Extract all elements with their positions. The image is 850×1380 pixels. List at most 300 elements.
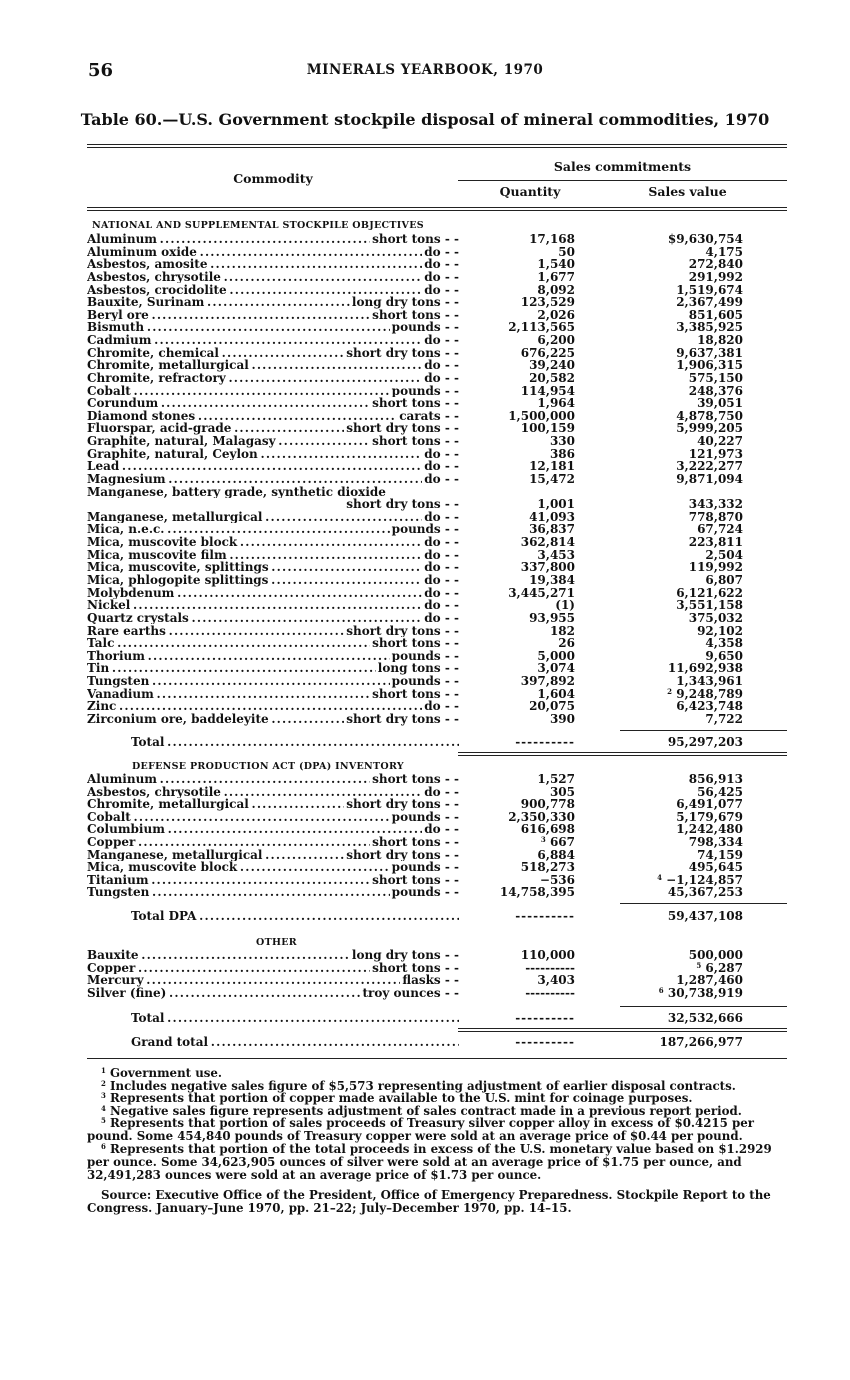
quantity-value: 1,964 xyxy=(537,396,575,411)
unit-cell: long dry tons - - xyxy=(351,295,459,310)
unit-cell: short dry tons - - xyxy=(346,797,459,812)
commodity-name: Aluminum xyxy=(87,773,157,786)
total-quantity: ---------- xyxy=(515,909,575,923)
unit-cell: short tons - - xyxy=(372,835,459,849)
sales-value: 575,150 xyxy=(688,370,743,385)
commodity-name: Rare earths xyxy=(87,624,166,638)
sales-value: 3,385,925 xyxy=(676,320,743,335)
sales-value: 9,871,094 xyxy=(676,471,743,486)
leader-dots xyxy=(174,587,459,600)
quantity-value: ---------- xyxy=(525,985,575,1000)
total-quantity: ---------- xyxy=(515,1035,575,1049)
commodity-cell xyxy=(87,473,459,486)
quantity-value: 100,159 xyxy=(520,421,575,436)
footnote-mark: 6 xyxy=(101,1142,106,1151)
commodity-name: Graphite, natural, Ceylon xyxy=(87,447,258,461)
footnote-mark: 4 xyxy=(101,1104,106,1113)
unit-cell: short tons - - xyxy=(372,307,459,322)
quantity-value: 123,529 xyxy=(520,295,575,310)
commodity-name: Mica, muscovite block xyxy=(87,536,238,549)
unit-cell: pounds - - xyxy=(391,383,459,398)
table-row xyxy=(87,700,787,713)
quantity-value: 2,350,330 xyxy=(508,809,575,824)
sales-value: 1,906,315 xyxy=(676,358,743,373)
sales-value: 851,605 xyxy=(688,307,743,322)
quantity-value: 50 xyxy=(558,244,575,259)
total-label: Total xyxy=(131,736,165,749)
sales-value: 18,820 xyxy=(697,333,743,348)
quantity-value: 39,240 xyxy=(529,358,575,373)
quantity-value: 114,954 xyxy=(520,383,575,398)
commodity-name: Manganese, battery grade, synthetic dioxide xyxy=(87,485,386,499)
sales-value: 291,992 xyxy=(688,269,743,284)
total-label-cell xyxy=(131,910,459,923)
table-row xyxy=(87,498,787,511)
sales-value: 119,992 xyxy=(688,560,743,575)
quantity-value: 518,273 xyxy=(520,860,575,875)
total-value: 187,266,977 xyxy=(659,1035,743,1049)
commodity-cell xyxy=(87,359,459,372)
unit-cell: do - - xyxy=(424,509,459,524)
sales-value: 375,032 xyxy=(688,610,743,625)
total-row xyxy=(131,910,787,923)
unit-cell: do - - xyxy=(424,282,459,297)
quantity-value: 20,582 xyxy=(529,370,575,385)
unit-cell: pounds - - xyxy=(391,674,459,689)
sales-value: 248,376 xyxy=(688,383,743,398)
commodity-name: Tin xyxy=(87,662,110,675)
footnote-text: Represents that portion of copper made available to the U.S. mint for coinage purposes. xyxy=(109,1091,693,1105)
unit-cell: short tons - - xyxy=(372,232,459,246)
commodity-name: Chromite, refractory xyxy=(87,371,226,385)
commodity-name: Cobalt xyxy=(87,810,131,824)
running-head: MINERALS YEARBOOK, 1970 xyxy=(306,62,544,78)
footnote-mark: 4 xyxy=(657,872,662,882)
sales-value: 5,999,205 xyxy=(676,421,743,436)
table-row xyxy=(87,637,787,650)
quantity-value: 330 xyxy=(549,434,575,449)
quantity-value: 182 xyxy=(549,623,575,638)
unit-cell: do - - xyxy=(424,784,459,799)
sales-value: 495,645 xyxy=(688,860,743,875)
footnote-text: Represents that portion of sales proceeds of Treasury silver copper alloy in excess of $0.4215 per pound. Some 454,840 pounds of Treasury copper were sold at an average price of $0.44 per pound. xyxy=(87,1116,754,1144)
quantity-value: 3,403 xyxy=(537,973,575,988)
quantity-value: 1,540 xyxy=(537,257,575,272)
sales-value: 778,870 xyxy=(688,509,743,524)
commodity-name: Fluorspar, acid-grade xyxy=(87,422,232,436)
leader-dots xyxy=(116,700,459,713)
leader-dots xyxy=(196,910,459,923)
sales-value: 3,222,277 xyxy=(676,459,743,474)
commodity-name: Mica, phlogopite splittings xyxy=(87,574,269,587)
sales-value: 2,504 xyxy=(705,547,743,562)
commodity-cell xyxy=(87,612,459,625)
commodity-name: Manganese, metallurgical xyxy=(87,510,263,524)
unit-cell: do - - xyxy=(424,333,459,348)
total-quantity: ---------- xyxy=(515,1011,575,1025)
sales-value: 6,491,077 xyxy=(676,797,743,812)
commodity-name: Beryl ore xyxy=(87,308,149,322)
quantity-cell xyxy=(525,987,575,1000)
commodity-name: Manganese, metallurgical xyxy=(87,848,263,862)
quantity-value: 362,814 xyxy=(520,535,575,550)
total-quantity: ---------- xyxy=(515,735,575,749)
unit-cell: short tons - - xyxy=(372,960,459,975)
quantity-value: 2,026 xyxy=(537,307,575,322)
unit-cell: do - - xyxy=(424,547,459,562)
unit-cell: short dry tons - - xyxy=(346,497,459,512)
sales-commitments-rule xyxy=(458,180,787,181)
unit-cell: short tons - - xyxy=(372,396,459,411)
leader-dots xyxy=(164,1012,459,1025)
total-label-cell xyxy=(131,1036,459,1049)
unit-cell: pounds - - xyxy=(391,809,459,824)
sales-value: 9,248,789 xyxy=(676,686,743,701)
sales-value: 92,102 xyxy=(697,623,743,638)
sales-value-cell xyxy=(668,886,743,899)
sales-value: 6,423,748 xyxy=(676,699,743,714)
unit-cell: pounds - - xyxy=(391,522,459,537)
footnote-mark: 2 xyxy=(667,686,672,696)
sales-value: 6,807 xyxy=(705,573,743,587)
quantity-value: 397,892 xyxy=(520,674,575,689)
sales-value: 9,650 xyxy=(705,648,743,663)
unit-cell: do - - xyxy=(424,598,459,613)
unit-cell: pounds - - xyxy=(391,885,459,900)
leader-dots xyxy=(189,612,459,625)
footnote-mark: 1 xyxy=(101,1066,106,1075)
unit-cell: do - - xyxy=(424,699,459,714)
table-row xyxy=(87,258,787,271)
sales-value: −1,124,857 xyxy=(666,872,743,887)
sales-value: 856,913 xyxy=(688,772,743,786)
quantity-value: 19,384 xyxy=(529,573,575,587)
commodity-cell xyxy=(87,258,459,271)
sales-value: 6,287 xyxy=(705,960,743,975)
unit-cell: do - - xyxy=(424,370,459,385)
header-sales-value: Sales value xyxy=(648,184,727,199)
footnote-text: Negative sales figure represents adjustment of sales contract made in a previous report period. xyxy=(109,1104,742,1118)
leader-dots xyxy=(151,334,459,347)
commodity-cell xyxy=(87,334,459,347)
unit-cell: do - - xyxy=(424,269,459,284)
footnote-mark: 6 xyxy=(658,985,664,995)
quantity-value: (1) xyxy=(555,598,575,613)
footnote xyxy=(87,1143,787,1183)
quantity-value: 93,955 xyxy=(529,610,575,625)
commodity-name: Talc xyxy=(87,637,115,650)
quantity-value: 1,500,000 xyxy=(508,408,575,423)
sales-value: 6,121,622 xyxy=(676,585,743,600)
unit-cell: short dry tons - - xyxy=(346,345,459,360)
commodity-name: Mica, n.e.c. xyxy=(87,523,165,537)
other-total-rule xyxy=(620,1006,787,1007)
footnote-text: Represents that portion of the total proceeds in excess of the U.S. monetary value based on $1.2929 per ounce. Some 34,623,905 ounces of silver were sold at an average price of $1.75 per ounce, and 32,491,283 ounces were sold at an average price of $1.73 per ounce. xyxy=(87,1142,772,1183)
sales-value: 30,738,919 xyxy=(667,985,743,1000)
header-top-rule xyxy=(87,144,787,148)
sales-value: 272,840 xyxy=(688,257,743,272)
commodity-name: Titanium xyxy=(87,873,149,887)
unit-cell: short dry tons - - xyxy=(346,847,459,862)
commodity-name: Vanadium xyxy=(87,687,154,701)
total-label-cell xyxy=(131,736,459,749)
sales-value: 798,334 xyxy=(688,835,743,849)
unit-cell: short dry tons - - xyxy=(346,711,459,726)
quantity-value: 5,000 xyxy=(537,648,575,663)
unit-cell: do - - xyxy=(424,585,459,600)
commodity-name: Chromite, chemical xyxy=(87,346,219,360)
commodity-name: Zinc xyxy=(87,700,117,713)
sales-value: 56,425 xyxy=(697,784,743,799)
unit-cell: do - - xyxy=(424,358,459,373)
quantity-value: 3,453 xyxy=(537,547,575,562)
sales-value: 4,175 xyxy=(705,244,743,259)
quantity-value: 1,001 xyxy=(537,497,575,512)
header-sales-commitments: Sales commitments xyxy=(553,159,692,174)
commodity-name: Asbestos, chrysotile xyxy=(87,785,221,799)
commodity-name: Zirconium ore, baddeleyite xyxy=(87,712,269,726)
unit-cell: do - - xyxy=(424,822,459,837)
commodity-name: Columbium xyxy=(87,823,165,836)
sales-value: 1,287,460 xyxy=(676,973,743,988)
table-row xyxy=(87,836,787,849)
commodity-name: Copper xyxy=(87,961,136,975)
sales-value: 67,724 xyxy=(697,522,743,537)
footnote-text: Includes negative sales figure of $5,573 representing adjustment of earlier disposal contracts. xyxy=(109,1079,736,1093)
unit-cell: do - - xyxy=(424,573,459,587)
footnote-mark: 2 xyxy=(101,1079,106,1088)
unit-cell: short tons - - xyxy=(372,872,459,887)
sales-value: 11,692,938 xyxy=(667,661,743,676)
sales-value: 9,637,381 xyxy=(676,345,743,360)
table-row xyxy=(87,713,787,726)
unit-cell: long tons - - xyxy=(377,661,459,676)
sales-value: 40,227 xyxy=(697,434,743,449)
unit-cell: do - - xyxy=(424,535,459,550)
commodity-name: Tungsten xyxy=(87,675,150,688)
sales-value-cell xyxy=(705,713,743,726)
section-dpa: DEFENSE PRODUCTION ACT (DPA) INVENTORY xyxy=(132,761,404,772)
table-row xyxy=(87,473,787,486)
total-label: Grand total xyxy=(131,1036,209,1049)
table-row xyxy=(87,233,787,246)
commodity-name: Copper xyxy=(87,836,136,849)
quantity-cell xyxy=(529,473,575,486)
table-row xyxy=(87,987,787,1000)
commodity-name: Diamond stones xyxy=(87,409,196,423)
quantity-value: 6,884 xyxy=(537,847,575,862)
total-value: 95,297,203 xyxy=(667,735,743,749)
commodity-name: Lead xyxy=(87,460,120,473)
unit-cell: do - - xyxy=(424,257,459,272)
table-row xyxy=(87,886,787,899)
dpa-total-rule xyxy=(620,903,787,904)
commodity-name: Cadmium xyxy=(87,334,152,347)
total-value: 59,437,108 xyxy=(667,909,743,923)
unit-cell: do - - xyxy=(424,446,459,461)
unit-cell: short tons - - xyxy=(372,772,459,786)
unit-cell: short dry tons - - xyxy=(346,623,459,638)
quantity-value: 676,225 xyxy=(520,345,575,360)
quantity-value: 20,075 xyxy=(529,699,575,714)
unit-cell: do - - xyxy=(424,244,459,259)
header-commodity: Commodity xyxy=(233,171,313,186)
total-row xyxy=(131,736,787,749)
commodity-name: Mica, muscovite block xyxy=(87,861,238,874)
sales-value: 4,358 xyxy=(705,636,743,651)
unit-cell: short tons - - xyxy=(372,686,459,701)
commodity-name: Corundum xyxy=(87,397,159,410)
unit-cell: troy ounces - - xyxy=(362,985,459,1000)
unit-cell: short tons - - xyxy=(372,636,459,651)
table-row xyxy=(87,612,787,625)
sales-value: 4,878,750 xyxy=(676,408,743,423)
sales-value: 121,973 xyxy=(688,446,743,461)
commodity-cell xyxy=(87,561,459,574)
commodity-name: Nickel xyxy=(87,599,131,612)
commodity-cell xyxy=(87,587,459,600)
unit-cell: pounds - - xyxy=(391,648,459,663)
footnote-text: Government use. xyxy=(109,1066,223,1080)
commodity-cell xyxy=(87,549,459,562)
quantity-value: 26 xyxy=(558,636,575,651)
commodity-name: Mica, muscovite film xyxy=(87,548,227,562)
commodity-name: Silver (fine) xyxy=(87,986,167,1000)
total-label: Total xyxy=(131,1012,165,1025)
quantity-cell xyxy=(500,886,575,899)
quantity-value: 2,113,565 xyxy=(508,320,575,335)
unit-cell: pounds - - xyxy=(391,860,459,875)
table-row xyxy=(87,536,787,549)
quantity-value: 14,758,395 xyxy=(499,885,575,900)
commodity-cell xyxy=(87,246,459,259)
total-value: 32,532,666 xyxy=(667,1011,743,1025)
unit-cell: do - - xyxy=(424,459,459,474)
total-row xyxy=(131,1012,787,1025)
footnote xyxy=(87,1117,787,1143)
quantity-value: 616,698 xyxy=(520,822,575,837)
quantity-value: 900,778 xyxy=(520,797,575,812)
footnote-mark: 3 xyxy=(540,835,546,844)
commodity-name: Mica, muscovite, splittings xyxy=(87,561,269,574)
footnote-mark: 5 xyxy=(101,1116,106,1125)
unit-cell: long dry tons - - xyxy=(351,948,459,962)
leader-dots xyxy=(164,736,459,749)
quantity-value: 1,677 xyxy=(537,269,575,284)
leader-dots xyxy=(197,246,459,259)
quantity-value: 15,472 xyxy=(529,471,575,486)
sales-value: 3,551,158 xyxy=(676,598,743,613)
total-label-cell xyxy=(131,1012,459,1025)
commodity-name: Aluminum oxide xyxy=(87,245,197,259)
commodity-cell xyxy=(87,460,459,473)
total-label: Total DPA xyxy=(131,910,197,923)
sales-value: 1,242,480 xyxy=(676,822,743,837)
unit-cell: carats - - xyxy=(399,408,459,423)
commodity-name: Chromite, metallurgical xyxy=(87,359,249,372)
sales-value: 343,332 xyxy=(688,497,743,512)
commodity-name: Asbestos, chrysotile xyxy=(87,270,221,284)
quantity-value: 36,837 xyxy=(529,522,575,537)
unit-cell: do - - xyxy=(424,560,459,575)
sales-value: 7,722 xyxy=(705,711,743,726)
unit-cell: do - - xyxy=(424,471,459,486)
commodity-name: Bauxite, Surinam xyxy=(87,296,205,309)
commodity-cell xyxy=(87,372,459,385)
commodity-name: Molybdenum xyxy=(87,586,175,600)
commodity-name: Cobalt xyxy=(87,384,131,398)
quantity-value: 110,000 xyxy=(520,948,575,962)
commodity-name: Thorium xyxy=(87,649,145,663)
commodity-name: Graphite, natural, Malagasy xyxy=(87,435,276,448)
commodity-name: Magnesium xyxy=(87,472,166,486)
unit-cell: short dry tons - - xyxy=(346,421,459,436)
unit-cell: do - - xyxy=(424,610,459,625)
leader-dots xyxy=(166,473,459,486)
commodity-cell xyxy=(87,448,459,461)
sales-value: 2,367,499 xyxy=(676,295,743,310)
table-bottom-rule xyxy=(87,1058,787,1059)
total-row xyxy=(131,1036,787,1049)
quantity-value: 1,527 xyxy=(537,772,575,786)
table-row xyxy=(87,773,787,786)
quantity-value: 6,200 xyxy=(537,333,575,348)
sales-value: 500,000 xyxy=(688,948,743,962)
source-note: Source: Executive Office of the President, Office of Emergency Preparedness. Stockpile Report to the Congress. January–June 1970, pp. 21–22; July–December 1970, pp. 14–15. xyxy=(87,1188,771,1216)
sales-value: 39,051 xyxy=(697,396,743,411)
quantity-value: 17,168 xyxy=(529,232,575,246)
quantity-value: 337,800 xyxy=(520,560,575,575)
leader-dots xyxy=(130,599,459,612)
national-total-double-rule xyxy=(458,752,787,756)
quantity-value: 667 xyxy=(549,835,575,849)
page-number: 56 xyxy=(88,60,114,81)
quantity-value: 3,074 xyxy=(537,661,575,676)
leader-dots xyxy=(208,1036,459,1049)
commodity-cell xyxy=(87,271,459,284)
commodity-cell xyxy=(87,536,459,549)
sales-value-cell xyxy=(676,473,743,486)
commodity-name: Bismuth xyxy=(87,321,145,334)
unit-cell: short tons - - xyxy=(372,434,459,449)
quantity-value: 305 xyxy=(549,784,575,799)
table-row xyxy=(87,372,787,385)
footnote-mark: 5 xyxy=(696,960,702,970)
commodity-cell xyxy=(87,574,459,587)
unit-cell: pounds - - xyxy=(391,320,459,335)
sales-value: 74,159 xyxy=(697,847,743,862)
unit-cell: flasks - - xyxy=(402,973,459,988)
commodity-name: Chromite, metallurgical xyxy=(87,798,249,811)
header-bottom-rule xyxy=(87,207,787,211)
quantity-value: 1,604 xyxy=(537,686,575,701)
sales-value: 45,367,253 xyxy=(667,885,743,900)
section-national: NATIONAL AND SUPPLEMENTAL STOCKPILE OBJECTIVES xyxy=(92,220,424,231)
quantity-value: 41,093 xyxy=(529,509,575,524)
commodity-cell xyxy=(87,599,459,612)
total-rule-value xyxy=(620,730,787,731)
commodity-name: Mercury xyxy=(87,974,144,987)
table-title: Table 60.—U.S. Government stockpile disposal of mineral commodities, 1970 xyxy=(80,110,770,129)
section-other: OTHER xyxy=(256,937,297,948)
table-row xyxy=(87,949,787,962)
sales-value: 5,179,679 xyxy=(676,809,743,824)
sales-value: 223,811 xyxy=(688,535,743,550)
quantity-value: 386 xyxy=(549,446,575,461)
commodity-name: Asbestos, crocidolite xyxy=(87,283,227,297)
quantity-value: 390 xyxy=(549,711,575,726)
quantity-value: 8,092 xyxy=(537,282,575,297)
